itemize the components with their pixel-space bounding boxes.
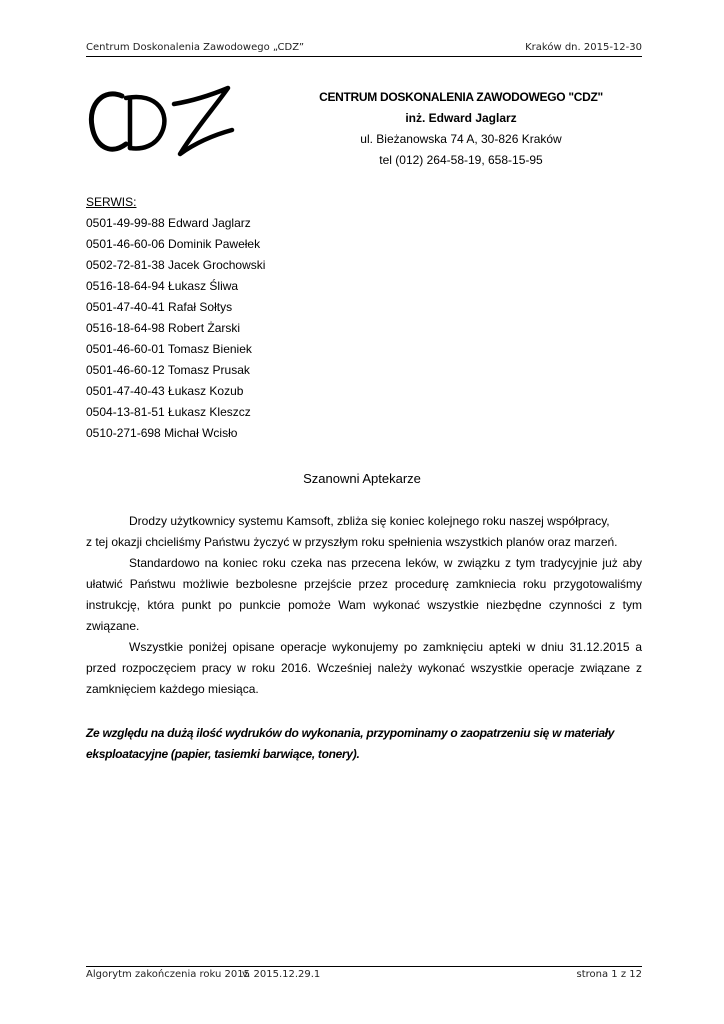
- service-contact: 0501-46-60-12 Tomasz Prusak: [86, 363, 250, 377]
- paragraph-operations: Wszystkie poniżej opisane operacje wykonujemy po zamknięciu apteki w dniu 31.12.2015 a przed rozpoczęciem pracy w roku 2016. Wcześniej należy wykonać wszystkie operacje związane z zamknięciem każdego miesiąca.: [86, 640, 642, 696]
- company-name: CENTRUM DOSKONALENIA ZAWODOWEGO "CDZ": [319, 90, 603, 104]
- service-contact: 0501-49-99-88 Edward Jaglarz: [86, 216, 251, 230]
- service-contact: 0516-18-64-98 Robert Żarski: [86, 321, 241, 335]
- header-date: Kraków dn. 2015-12-30: [525, 42, 642, 53]
- footer-version: v. 2015.12.29.1: [242, 969, 321, 980]
- letter-body: [86, 511, 642, 700]
- paragraph-greeting-line1: Drodzy użytkownicy systemu Kamsoft, zbliża się koniec kolejnego roku naszej współpracy,: [129, 514, 610, 528]
- service-contact: 0501-47-40-41 Rafał Sołtys: [86, 300, 233, 314]
- service-contact: 0501-46-60-01 Tomasz Bieniek: [86, 342, 252, 356]
- company-phone: tel (012) 264-58-19, 658-15-95: [379, 153, 543, 167]
- header-company: Centrum Doskonalenia Zawodowego „CDZ”: [86, 42, 305, 53]
- service-title: SERWIS:: [86, 195, 137, 209]
- service-contact: 0510-271-698 Michał Wcisło: [86, 426, 238, 440]
- supplies-reminder: Ze względu na dużą ilość wydruków do wykonania, przypominamy o zaopatrzeniu się w materiały eksploatacyjne (papier, tasiemki barwiące, tonery).: [86, 726, 615, 761]
- service-contact: 0504-13-81-51 Łukasz Kleszcz: [86, 405, 251, 419]
- paragraph-greeting-line2: z tej okazji chcieliśmy Państwu życzyć w przyszłym roku spełnienia wszystkich planów oraz marzeń.: [86, 535, 618, 549]
- service-contact: 0516-18-64-94 Łukasz Śliwa: [86, 279, 239, 293]
- company-person: inż. Edward Jaglarz: [405, 111, 517, 125]
- page-header: [86, 40, 642, 57]
- company-info: [290, 87, 632, 171]
- cdz-logo: [86, 84, 236, 174]
- paragraph-instructions: Standardowo na koniec roku czeka nas przecena leków, w związku z tym tradycyjnie już aby ułatwić Państwu możliwie bezbolesne przejście przez procedurę zamkniecia roku przygotowaliśmy instrukcję, która punkt po punkcie pomoże Wam wykonać wszystkie niezbędne czynności z tym związane.: [86, 556, 642, 633]
- salutation: Szanowni Aptekarze: [303, 471, 421, 486]
- service-contacts: [86, 192, 265, 444]
- page-footer: [86, 966, 642, 983]
- footer-page-number: strona 1 z 12: [576, 969, 642, 980]
- service-contact: 0501-47-40-43 Łukasz Kozub: [86, 384, 244, 398]
- service-contact: 0501-46-60-06 Dominik Pawełek: [86, 237, 261, 251]
- company-address: ul. Bieżanowska 74 A, 30-826 Kraków: [360, 132, 562, 146]
- footer-document-title: Algorytm zakończenia roku 2015: [86, 969, 251, 980]
- service-contact: 0502-72-81-38 Jacek Grochowski: [86, 258, 266, 272]
